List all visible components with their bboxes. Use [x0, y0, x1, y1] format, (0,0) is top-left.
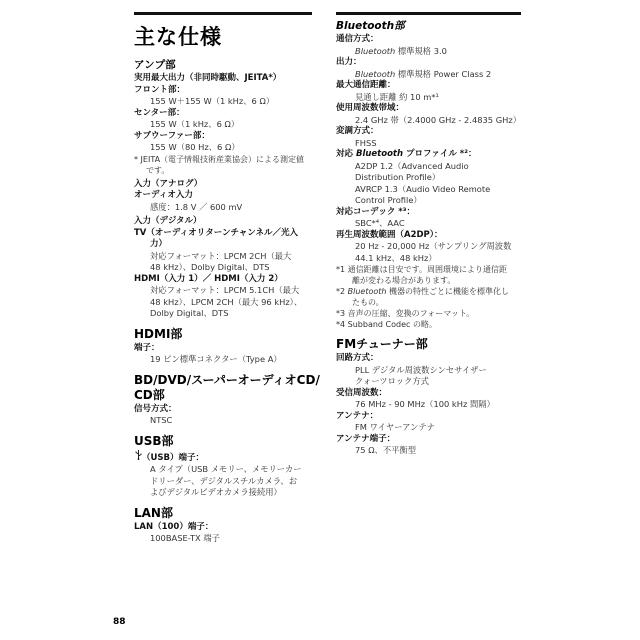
right-column: [336, 20, 526, 457]
codec-value: SBC*⁴、AAC: [355, 218, 405, 228]
antenna-value: FM ワイヤーアンテナ: [355, 422, 435, 432]
subwoofer-value: 155 W（80 Hz、6 Ω）: [150, 142, 240, 152]
left-column: [134, 20, 320, 545]
comm-value: Bluetooth 標準規格 3.0: [355, 45, 447, 56]
usb-port-label: （USB）端子：: [134, 450, 320, 465]
note-2: *2 Bluetooth 機器の特性ごとに機能を標準化し たもの。: [336, 287, 510, 307]
amp-heading: アンプ部: [134, 59, 176, 71]
signal-label: 信号方式：: [134, 403, 177, 414]
a2dp-range-value: 20 Hz - 20,000 Hz（サンプリング周波数 44.1 kHz、48 kHz）: [355, 241, 512, 263]
analog-input-heading: 入力（アナログ）: [134, 178, 203, 189]
modulation-value: FHSS: [355, 137, 377, 148]
fm-heading: FMチューナー部: [336, 337, 428, 351]
output-value: Bluetooth 標準規格 Power Class 2: [355, 68, 492, 79]
comm-label: 通信方式：: [336, 34, 379, 44]
usb-heading: USB部: [134, 433, 174, 448]
hdmi-input-label: HDMI（入力 1）／ HDMI（入力 2）: [134, 273, 283, 284]
jeita-note: * JEITA（電子情報技術産業協会）による測定値 です。: [134, 154, 305, 175]
circuit-value: PLL デジタル周波数シンセサイザー クォーツロック方式: [355, 364, 487, 386]
center-label: センター部：: [134, 107, 185, 118]
note-4: *4 Subband Codec の略。: [336, 320, 437, 329]
range-label: 最大通信距離：: [336, 80, 396, 90]
signal-value: NTSC: [150, 415, 173, 425]
modulation-label: 変調方式：: [336, 126, 379, 136]
antenna-label: アンテナ：: [336, 410, 379, 421]
top-rule-right: [336, 12, 521, 15]
fm-freq-label: 受信周波数：: [336, 387, 388, 398]
antenna-terminal-value: 75 Ω、不平衡型: [355, 445, 417, 455]
range-value: 見通し距離 約 10 m*¹: [355, 91, 439, 102]
note-3: *3 音声の圧縮、変換のフォーマット。: [336, 309, 475, 318]
antenna-terminal-label: アンテナ端子：: [336, 433, 396, 444]
audio-input-value: 感度：1.8 V ／ 600 mV: [150, 201, 243, 212]
circuit-label: 回路方式：: [336, 353, 379, 363]
page-title: 主な仕様: [134, 25, 222, 49]
hdmi-input-value: 対応フォーマット：LPCM 5.1CH（最大 48 kHz）、LPCM 2CH（最大 96 kHz）、 Dolby Digital、DTS: [150, 285, 303, 318]
center-value: 155 W（1 kHz、6 Ω）: [150, 119, 240, 129]
codec-label: 対応コーデック *³：: [336, 206, 415, 217]
page-number: 88: [113, 617, 126, 627]
output-label: 出力：: [336, 57, 362, 67]
front-value: 155 W＋155 W（1 kHz、6 Ω）: [150, 96, 275, 106]
hdmi-heading: HDMI部: [134, 326, 183, 341]
subwoofer-label: サブウーファー部：: [134, 130, 210, 141]
bluetooth-heading: Bluetooth部: [336, 20, 405, 32]
hdmi-terminal-label: 端子：: [134, 342, 160, 353]
tv-input-value: 対応フォーマット：LPCM 2CH（最大 48 kHz）、Dolby Digital、DTS: [150, 250, 292, 272]
lan-port-label: LAN（100）端子：: [134, 521, 214, 532]
audio-input-label: オーディオ入力: [134, 190, 193, 200]
tv-input-label: TV（オーディオリターンチャンネル／光入 力）: [134, 227, 299, 249]
freq-band-label: 使用周波数帯域：: [336, 103, 405, 113]
bd-heading: BD/DVD/スーパーオーディオCD/ CD部: [134, 372, 320, 402]
a2dp-range-label: 再生周波数範囲（A2DP）：: [336, 229, 443, 240]
usb-port-value: A タイプ（USB メモリー、メモリーカー ドリーダー、デジタルスチルカメラ、お よびデジタルビデオカメラ接続用）: [150, 464, 302, 497]
profile-value: A2DP 1.2（Advanced Audio Distribution Profile） AVRCP 1.3（Audio Video Remote Control Profile）: [355, 160, 491, 205]
profile-label: 対応 Bluetooth プロファイル *²：: [336, 149, 477, 159]
fm-freq-value: 76 MHz - 90 MHz（100 kHz 間隔）: [355, 399, 495, 409]
usb-icon: [134, 450, 142, 465]
note-1: *1 通信距離は目安です。周囲環境により通信距 離が変わる場合があります。: [336, 265, 507, 285]
lan-port-value: 100BASE-TX 端子: [150, 533, 220, 543]
lan-heading: LAN部: [134, 505, 173, 520]
front-label: フロント部：: [134, 84, 186, 95]
max-output-label: 実用最大出力（非同時駆動、JEITA*）: [134, 73, 282, 83]
hdmi-terminal-value: 19 ピン標準コネクター（Type A）: [150, 354, 282, 364]
freq-band-value: 2.4 GHz 帯（2.4000 GHz - 2.4835 GHz）: [355, 114, 522, 125]
top-rule-left: [134, 12, 312, 15]
digital-input-heading: 入力（デジタル）: [134, 216, 202, 226]
